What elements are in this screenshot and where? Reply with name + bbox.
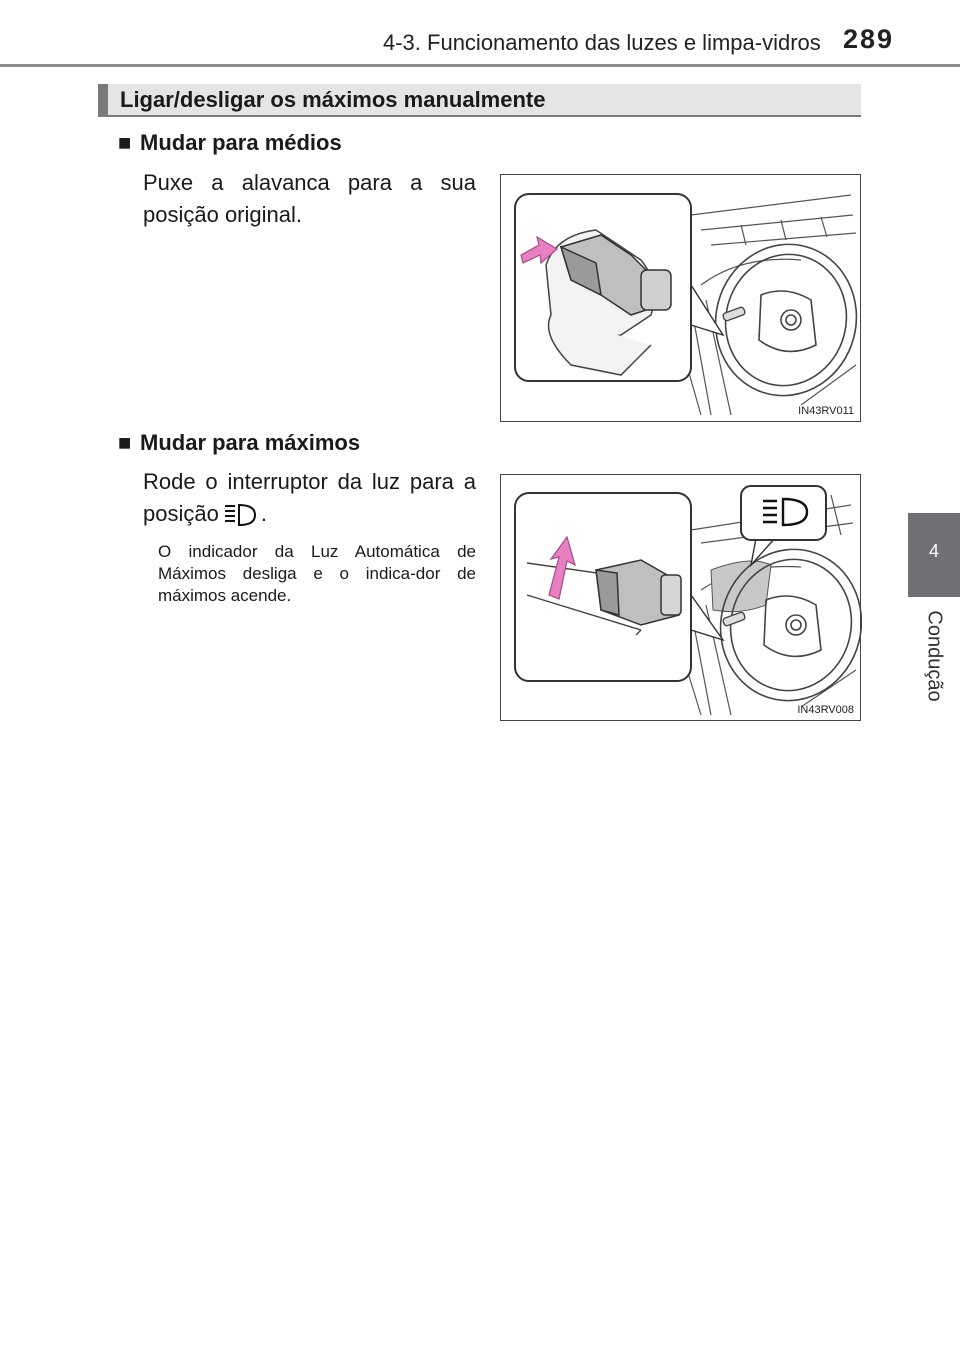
subheading-high-beam bbox=[118, 430, 360, 456]
body-text-high-beam bbox=[143, 466, 476, 536]
body-text-low-beam bbox=[143, 167, 476, 231]
chapter-tab bbox=[908, 513, 960, 597]
subheading-low-beam bbox=[118, 130, 342, 156]
body-line: Puxe a alavanca para a sua bbox=[143, 170, 476, 195]
high-beam-icon bbox=[223, 503, 257, 536]
body-line-start: posição bbox=[143, 501, 219, 526]
figure-code: IN43RV011 bbox=[798, 405, 854, 417]
body-line bbox=[143, 498, 476, 536]
figure-low-beam bbox=[500, 174, 861, 422]
figure-high-beam bbox=[500, 474, 861, 721]
page-number: 289 bbox=[843, 24, 895, 54]
header-title: 4-3. Funcionamento das luzes e limpa-vidros bbox=[383, 30, 821, 55]
figure-code: IN43RV008 bbox=[797, 704, 854, 716]
body-line-end: . bbox=[260, 501, 267, 526]
square-bullet-icon: ■ bbox=[118, 430, 132, 455]
header-rule bbox=[0, 64, 960, 67]
chapter-number: 4 bbox=[928, 541, 939, 561]
body-line: posição original. bbox=[143, 202, 302, 227]
square-bullet-icon: ■ bbox=[118, 130, 132, 155]
body-line: Rode o interruptor da luz para a bbox=[143, 469, 476, 494]
subheading-text: Mudar para médios bbox=[140, 130, 342, 155]
section-heading: Ligar/desligar os máximos manualmente bbox=[98, 84, 861, 117]
lever-pull-illustration bbox=[501, 175, 862, 423]
lever-push-illustration bbox=[501, 475, 862, 722]
chapter-label: Condução bbox=[923, 610, 946, 702]
note-text: O indicador da Luz Automática de Máximos desliga e o indica-dor de máximos acende. bbox=[158, 542, 476, 605]
subheading-text: Mudar para máximos bbox=[140, 430, 361, 455]
